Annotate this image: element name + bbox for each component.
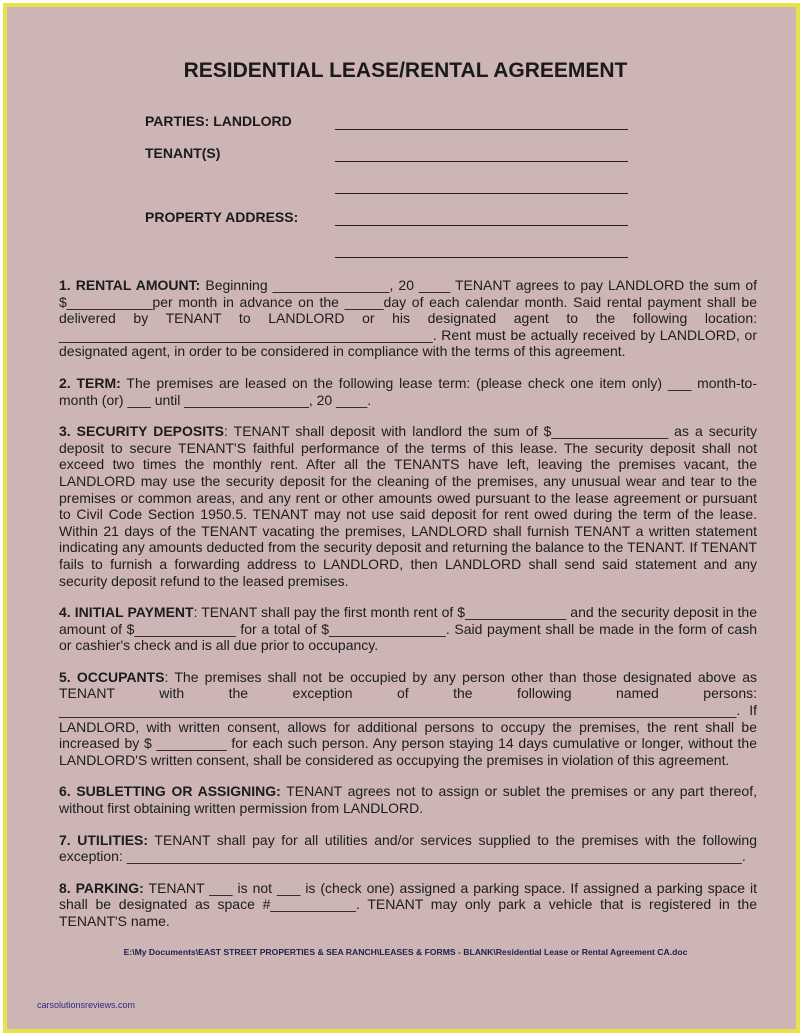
property-row: [145, 209, 635, 241]
property-address-blank: [335, 209, 628, 226]
section-heading: 8. PARKING:: [59, 879, 144, 896]
section-heading: 2. TERM:: [59, 374, 121, 391]
section-heading: 1. RENTAL AMOUNT:: [59, 277, 201, 293]
section-text: Beginning _______________, 20 ____ TENANT agrees to pay LANDLORD the sum of $___________per month in advance on the _____day of each calendar month. Said rental payment shall be delivered by TENANT to LANDLORD or his designated agent to the following location: ________________________________________________. Rent must be actually received by LANDLORD, or designated agent, in order to be considered in compliance with the terms of this agreement.: [59, 277, 757, 360]
section-initial-payment: [59, 604, 757, 654]
parties-block: [145, 113, 635, 273]
landlord-blank: [335, 113, 628, 130]
tenant-row-2: [145, 177, 635, 209]
property-row-2: [145, 241, 635, 273]
landlord-row: [145, 113, 635, 145]
document-title: RESIDENTIAL LEASE/RENTAL AGREEMENT: [183, 59, 628, 82]
section-text: The premises are leased on the following lease term: (please check one item only) ___ month-to-month (or) ___ until ________________, 20 ____.: [59, 374, 757, 408]
property-address-blank-2: [335, 241, 628, 258]
section-parking: [59, 880, 757, 930]
section-utilities: [59, 832, 757, 865]
tenant-blank: [335, 145, 628, 162]
agreement-body: [59, 277, 757, 945]
section-term: [59, 375, 757, 408]
document-page: [3, 3, 800, 1033]
section-text: : TENANT shall pay the first month rent of $_____________ and the security deposit in the amount of $_____________ for a total of $_______________. Said payment shall be made in the form of cash or cashier's check and is all due prior to occupancy.: [59, 604, 757, 654]
section-rental-amount: [59, 277, 757, 360]
section-heading: 7. UTILITIES:: [59, 831, 149, 848]
section-text: : The premises shall not be occupied by any person other than those designated above as TENANT with the exception of the following named persons: _______________________________________________________________________________________. If LANDLORD, with written consent, allows for additional persons to occupy the premises, the rent shall be increased by $ _________ for each such person. Any person staying 14 days cumulative or longer, without the LANDLORD'S written consent, shall be considered as occupying the premises in violation of this agreement.: [59, 668, 757, 768]
section-occupants: [59, 669, 757, 769]
section-heading: 6. SUBLETTING OR ASSIGNING:: [59, 783, 281, 800]
tenant-blank-2: [335, 177, 628, 194]
section-text: : TENANT shall deposit with landlord the sum of $_______________ as a security deposit to secure TENANT'S faithful performance of the terms of this lease. The security deposit shall not exceed two times the monthly rent. After all the TENANTS have left, leaving the premises vacant, the LANDLORD may use the security deposit for the cleaning of the premises, any unusual wear and tear to the premises or common areas, and any rent or other amounts owed pursuant to the lease agreement or pursuant to Civil Code Section 1950.5. TENANT may not use said deposit for rent owed during the term of the lease. Within 21 days of the TENANT vacating the premises, LANDLORD shall furnish TENANT a written statement indicating any amounts deducted from the security deposit and returning the balance to the TENANT. If TENANT fails to furnish a forwarding address to LANDLORD, then LANDLORD shall send said statement and any security deposit refund to the leased premises.: [59, 423, 757, 589]
section-heading: 3. SECURITY DEPOSITS: [59, 423, 224, 440]
section-security-deposits: [59, 423, 757, 589]
landlord-label: PARTIES: LANDLORD: [145, 113, 292, 129]
section-text: TENANT agrees not to assign or sublet the premises or any part thereof, without first obtaining written permission from LANDLORD.: [59, 783, 757, 817]
section-heading: 4. INITIAL PAYMENT: [59, 604, 194, 621]
section-text: TENANT shall pay for all utilities and/or services supplied to the premises with the following exception: _______________________________________________________________________________.: [59, 831, 757, 865]
section-text: TENANT ___ is not ___ is (check one) assigned a parking space. If assigned a parking space it shall be designated as space #___________. TENANT may only park a vehicle that is registered in the TENANT'S name.: [59, 879, 757, 929]
section-subletting: [59, 783, 757, 816]
watermark: carsolutionsreviews.com: [37, 1000, 136, 1010]
document-footer-path: E:\My Documents\EAST STREET PROPERTIES & SEA RANCH\LEASES & FORMS - BLANK\Residential Lease or Rental Agreement CA.doc: [123, 947, 688, 957]
property-address-label: PROPERTY ADDRESS:: [145, 209, 299, 225]
tenant-label: TENANT(S): [145, 145, 221, 161]
tenant-row: [145, 145, 635, 177]
section-heading: 5. OCCUPANTS: [59, 668, 165, 685]
